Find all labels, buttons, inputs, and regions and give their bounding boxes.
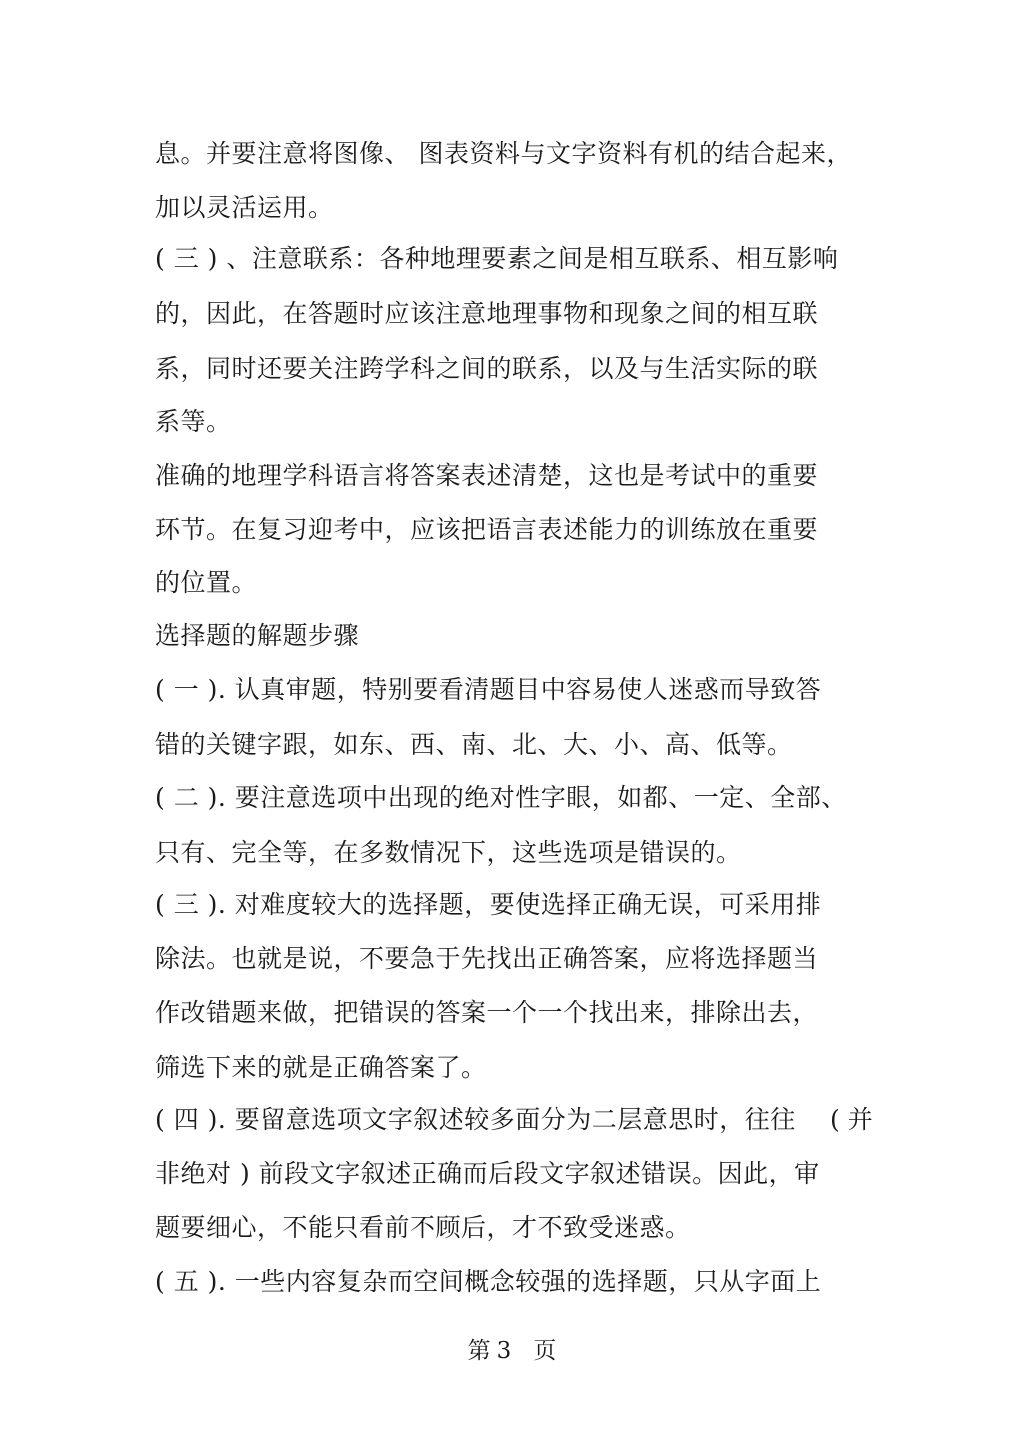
text-line: 准确的地理学科语言将答案表述清楚，这也是考试中的重要 bbox=[155, 461, 819, 490]
text-line: 环节。在复习迎考中，应该把语言表述能力的训练放在重要 bbox=[155, 515, 819, 544]
text-line: ( 三 ). 对难度较大的选择题，要使选择正确无误，可采用排 bbox=[155, 890, 822, 919]
page-number: 3 bbox=[496, 1338, 512, 1364]
text-line: 除法。也就是说，不要急于先找出正确答案，应将选择题当 bbox=[155, 944, 819, 973]
text-line: ( 三 ) 、注意联系：各种地理要素之间是相互联系、相互影响 bbox=[155, 244, 839, 273]
text-line: 筛选下来的就是正确答案了。 bbox=[155, 1053, 487, 1082]
text-line: ( 一 ). 认真审题，特别要看清题目中容易使人迷惑而导致答 bbox=[155, 675, 822, 704]
text-line: 非绝对 ) 前段文字叙述正确而后段文字叙述错误。因此，审 bbox=[155, 1159, 820, 1188]
text-line: ( 五 ). 一些内容复杂而空间概念较强的选择题，只从字面上 bbox=[155, 1267, 822, 1296]
page-footer bbox=[0, 1336, 1024, 1366]
text-line: 作改错题来做，把错误的答案一个一个找出来，排除出去， bbox=[155, 998, 819, 1027]
footer-suffix: 页 bbox=[533, 1338, 557, 1364]
text-line: ( 四 ). 要留意选项文字叙述较多面分为二层意思时，往往 bbox=[155, 1105, 796, 1134]
text-line: 息。并要注意将图像、 图表资料与文字资料有机的结合起来， bbox=[155, 139, 852, 168]
text-line: 加以灵活运用。 bbox=[155, 193, 334, 222]
section-heading: 选择题的解题步骤 bbox=[155, 621, 360, 650]
text-line: 系等。 bbox=[155, 407, 232, 436]
text-line: 题要细心，不能只看前不顾后，才不致受迷惑。 bbox=[155, 1213, 691, 1242]
text-line: 只有、完全等，在多数情况下，这些选项是错误的。 bbox=[155, 838, 742, 867]
text-line-continuation: ( 并 bbox=[830, 1105, 873, 1134]
footer-prefix: 第 bbox=[467, 1338, 491, 1364]
text-line: ( 二 ). 要注意选项中出现的绝对性字眼，如都、一定、全部、 bbox=[155, 783, 847, 812]
text-line: 的，因此，在答题时应该注意地理事物和现象之间的相互联 bbox=[155, 299, 819, 328]
text-line: 的位置。 bbox=[155, 568, 258, 597]
text-line: 错的关键字跟，如东、西、南、北、大、小、高、低等。 bbox=[155, 730, 793, 759]
text-line: 系，同时还要关注跨学科之间的联系，以及与生活实际的联 bbox=[155, 354, 819, 383]
